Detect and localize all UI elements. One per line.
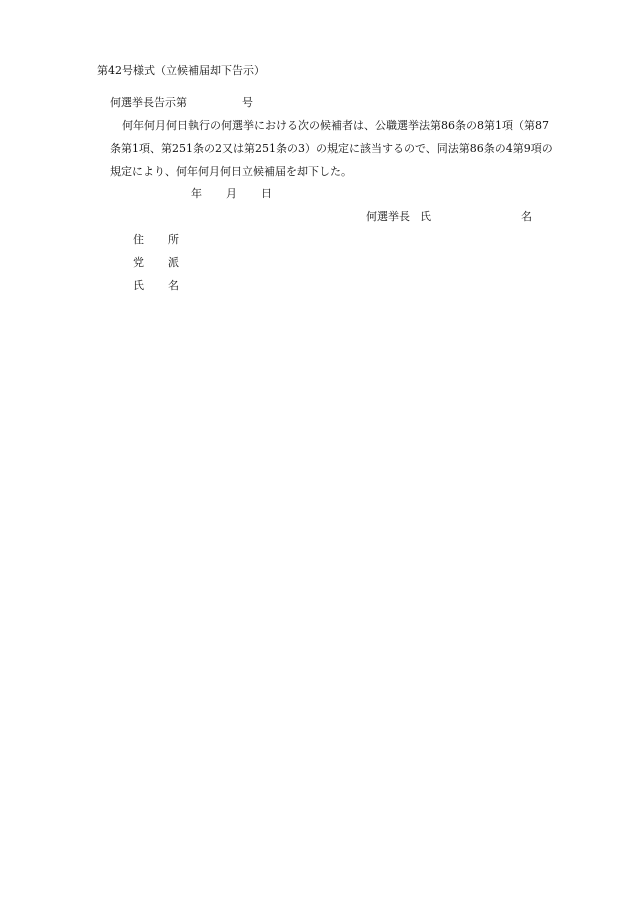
date-year-label: 年: [191, 187, 202, 200]
form-title: 第42号様式（立候補届却下告示）: [97, 64, 265, 77]
signature-line: [366, 210, 532, 224]
signature-givenname-label: 名: [521, 210, 532, 223]
date-month-label: 月: [226, 187, 237, 200]
field-party: [133, 256, 179, 270]
field-party-char-1: 党: [133, 256, 144, 269]
field-name: [133, 279, 179, 293]
date-day-label: 日: [261, 187, 272, 200]
body-text-line: 規定により、何年何月何日立候補届を却下した。: [110, 165, 352, 178]
field-name-char-1: 氏: [133, 279, 144, 292]
notice-prefix: 何選挙長告示第: [110, 96, 187, 109]
field-party-char-2: 派: [168, 256, 179, 269]
field-address: [133, 233, 179, 247]
body-text-line: 何年何月何日執行の何選挙における次の候補者は、公職選挙法第86条の8第1項（第87: [122, 119, 549, 132]
signature-surname-label: 氏: [420, 210, 431, 223]
signature-title: 何選挙長: [366, 210, 410, 223]
date-line: [191, 187, 272, 201]
field-address-char-1: 住: [133, 233, 144, 246]
notice-suffix: 号: [242, 96, 253, 109]
notice-number: [110, 96, 253, 110]
field-address-char-2: 所: [168, 233, 179, 246]
field-name-char-2: 名: [168, 279, 179, 292]
body-text-line: 条第1項、第251条の2又は第251条の3）の規定に該当するので、同法第86条の4第9項の: [110, 142, 553, 155]
